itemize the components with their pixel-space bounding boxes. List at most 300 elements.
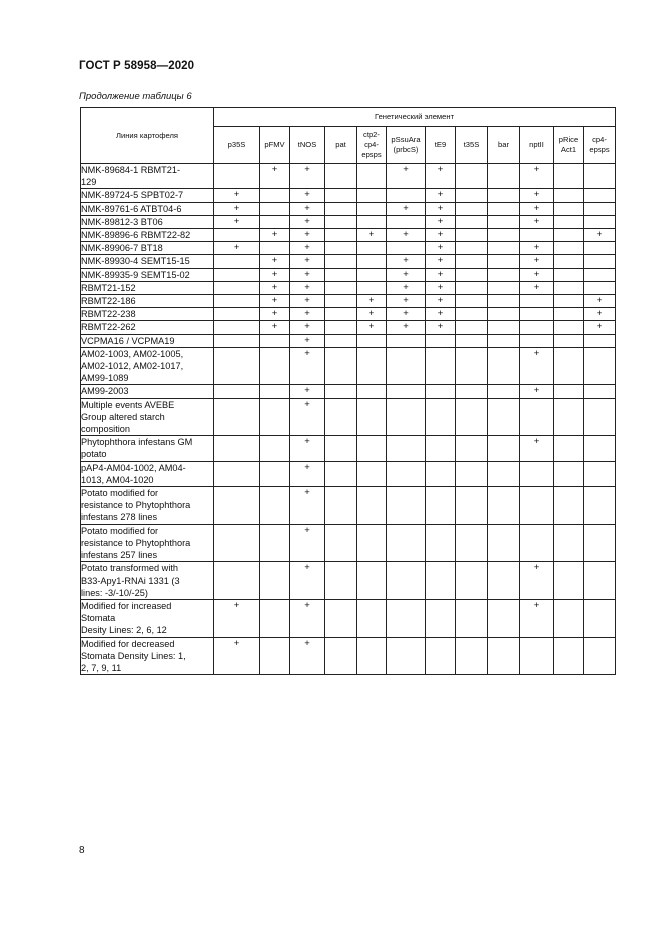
element-presence-cell: [456, 164, 488, 189]
element-presence-cell: +: [214, 242, 260, 255]
element-presence-cell: +: [426, 202, 456, 215]
element-presence-cell: [357, 436, 387, 461]
element-presence-cell: [325, 562, 357, 600]
element-presence-cell: +: [387, 202, 426, 215]
element-presence-cell: [214, 524, 260, 562]
element-presence-cell: +: [520, 189, 554, 202]
element-presence-cell: [214, 334, 260, 347]
element-presence-cell: [426, 461, 456, 486]
element-presence-cell: [554, 461, 584, 486]
element-presence-cell: [325, 398, 357, 436]
potato-line-name-text: NMK-89930-4 SEMT15-15: [81, 256, 190, 267]
potato-line-name: [81, 398, 214, 436]
element-presence-cell: [426, 385, 456, 398]
element-presence-cell: +: [520, 202, 554, 215]
element-presence-cell: [488, 268, 520, 281]
element-presence-cell: +: [260, 164, 290, 189]
table-row: [81, 347, 616, 385]
potato-line-name-text: Multiple events AVEBE: [81, 399, 175, 410]
table-row: [81, 202, 616, 215]
element-presence-cell: +: [290, 268, 325, 281]
element-presence-cell: [520, 229, 554, 242]
element-presence-cell: +: [387, 308, 426, 321]
element-presence-cell: +: [357, 295, 387, 308]
element-presence-cell: [214, 281, 260, 294]
table-row: [81, 308, 616, 321]
element-presence-cell: [387, 347, 426, 385]
potato-line-name: [81, 321, 214, 334]
element-presence-cell: [387, 524, 426, 562]
table-row: [81, 242, 616, 255]
element-presence-cell: [325, 436, 357, 461]
element-presence-cell: +: [290, 281, 325, 294]
element-presence-cell: [325, 347, 357, 385]
column-header-line: bar: [498, 140, 509, 149]
table-row: [81, 255, 616, 268]
element-presence-cell: [488, 461, 520, 486]
element-presence-cell: [456, 321, 488, 334]
element-presence-cell: [214, 164, 260, 189]
element-presence-cell: [357, 562, 387, 600]
element-presence-cell: [214, 487, 260, 525]
potato-line-name-text: 129: [81, 177, 97, 188]
potato-line-name: [81, 347, 214, 385]
table-row: [81, 637, 616, 675]
column-header: [325, 127, 357, 164]
element-presence-cell: [325, 255, 357, 268]
element-presence-cell: [520, 461, 554, 486]
column-header-line: pFMV: [264, 140, 285, 149]
element-presence-cell: [357, 189, 387, 202]
element-presence-cell: +: [426, 229, 456, 242]
element-presence-cell: +: [214, 637, 260, 675]
element-presence-cell: [260, 524, 290, 562]
table-row: [81, 436, 616, 461]
element-presence-cell: [488, 334, 520, 347]
element-presence-cell: [387, 189, 426, 202]
element-presence-cell: [387, 436, 426, 461]
element-presence-cell: [325, 487, 357, 525]
table-row: [81, 562, 616, 600]
element-presence-cell: +: [426, 189, 456, 202]
potato-line-name: [81, 562, 214, 600]
element-presence-cell: +: [520, 255, 554, 268]
element-presence-cell: [584, 487, 616, 525]
column-header: [426, 127, 456, 164]
element-presence-cell: [488, 321, 520, 334]
column-header-line: cp4-: [592, 135, 607, 144]
element-presence-cell: [456, 242, 488, 255]
element-presence-cell: [426, 487, 456, 525]
element-presence-cell: [260, 562, 290, 600]
element-presence-cell: [554, 385, 584, 398]
potato-line-name: [81, 202, 214, 215]
element-presence-cell: [325, 308, 357, 321]
element-presence-cell: [260, 347, 290, 385]
element-presence-cell: [520, 334, 554, 347]
element-presence-cell: [520, 295, 554, 308]
element-presence-cell: [260, 385, 290, 398]
column-header: [584, 127, 616, 164]
element-presence-cell: [456, 599, 488, 637]
potato-line-name: [81, 255, 214, 268]
element-presence-cell: [387, 637, 426, 675]
element-presence-cell: +: [290, 321, 325, 334]
element-presence-cell: [554, 295, 584, 308]
potato-line-name-text: resistance to Phytophthora: [81, 500, 191, 511]
table-row: [81, 385, 616, 398]
element-presence-cell: [554, 255, 584, 268]
element-presence-cell: [456, 436, 488, 461]
element-presence-cell: [260, 398, 290, 436]
element-presence-cell: [456, 334, 488, 347]
element-presence-cell: +: [290, 308, 325, 321]
element-presence-cell: +: [290, 599, 325, 637]
element-presence-cell: +: [290, 215, 325, 228]
element-presence-cell: [488, 255, 520, 268]
element-presence-cell: +: [357, 229, 387, 242]
element-presence-cell: +: [426, 255, 456, 268]
element-presence-cell: [584, 398, 616, 436]
element-presence-cell: [456, 487, 488, 525]
element-presence-cell: [488, 308, 520, 321]
element-presence-cell: [488, 385, 520, 398]
element-presence-cell: [488, 281, 520, 294]
column-header-line: pat: [335, 140, 346, 149]
element-presence-cell: [325, 268, 357, 281]
element-presence-cell: [488, 347, 520, 385]
element-presence-cell: +: [584, 229, 616, 242]
element-presence-cell: [584, 164, 616, 189]
element-presence-cell: [426, 599, 456, 637]
element-presence-cell: +: [426, 281, 456, 294]
column-header: [488, 127, 520, 164]
element-presence-cell: [260, 215, 290, 228]
table-row: [81, 487, 616, 525]
column-header: [387, 127, 426, 164]
element-presence-cell: [387, 599, 426, 637]
element-presence-cell: [488, 189, 520, 202]
element-presence-cell: [584, 268, 616, 281]
element-presence-cell: [456, 524, 488, 562]
potato-line-name: [81, 281, 214, 294]
element-presence-cell: [554, 242, 584, 255]
element-presence-cell: +: [290, 385, 325, 398]
column-header-line: p35S: [227, 140, 246, 149]
element-presence-cell: +: [290, 229, 325, 242]
element-presence-cell: [214, 562, 260, 600]
element-presence-cell: +: [520, 215, 554, 228]
table-continuation-caption: Продолжение таблицы 6: [79, 91, 192, 102]
element-presence-cell: +: [260, 281, 290, 294]
potato-line-name-text: AM02-1003, AM02-1005,: [81, 348, 184, 359]
column-header: [554, 127, 584, 164]
element-presence-cell: [554, 281, 584, 294]
element-presence-cell: +: [290, 242, 325, 255]
element-presence-cell: [488, 637, 520, 675]
element-presence-cell: [325, 385, 357, 398]
element-presence-cell: [584, 215, 616, 228]
column-header-line: epsps: [589, 145, 610, 154]
element-presence-cell: [584, 599, 616, 637]
element-presence-cell: [260, 189, 290, 202]
element-presence-cell: [488, 524, 520, 562]
column-header-line: ctp2-: [363, 130, 380, 139]
potato-line-name-text: Potato transformed with: [81, 563, 179, 574]
element-presence-cell: [456, 281, 488, 294]
element-presence-cell: [214, 436, 260, 461]
element-presence-cell: [520, 637, 554, 675]
element-presence-cell: [325, 189, 357, 202]
element-presence-cell: [456, 308, 488, 321]
element-presence-cell: +: [426, 215, 456, 228]
potato-line-name: [81, 461, 214, 486]
potato-line-name-text: pAP4-AM04-1002, AM04-: [81, 462, 186, 473]
document-title: ГОСТ Р 58958—2020: [79, 60, 195, 72]
element-presence-cell: [584, 281, 616, 294]
element-presence-cell: +: [357, 321, 387, 334]
element-presence-cell: +: [584, 308, 616, 321]
element-presence-cell: [488, 398, 520, 436]
element-presence-cell: +: [260, 255, 290, 268]
element-presence-cell: [214, 321, 260, 334]
element-presence-cell: [357, 202, 387, 215]
element-presence-cell: +: [260, 308, 290, 321]
element-presence-cell: +: [387, 281, 426, 294]
element-presence-cell: [554, 164, 584, 189]
element-presence-cell: +: [426, 268, 456, 281]
element-presence-cell: +: [584, 321, 616, 334]
element-presence-cell: [520, 398, 554, 436]
element-presence-cell: [426, 436, 456, 461]
potato-line-name-text: infestans 257 lines: [81, 550, 158, 561]
potato-line-name: [81, 215, 214, 228]
element-presence-cell: [357, 398, 387, 436]
element-presence-cell: [554, 308, 584, 321]
element-presence-cell: [554, 202, 584, 215]
element-presence-cell: [426, 334, 456, 347]
page-number: 8: [79, 845, 85, 856]
potato-line-name-text: resistance to Phytophthora: [81, 537, 191, 548]
potato-line-name-text: NMK-89684-1 RBMT21-: [81, 165, 181, 175]
element-presence-cell: [520, 308, 554, 321]
element-presence-cell: +: [387, 321, 426, 334]
element-presence-cell: [325, 599, 357, 637]
column-header-line: tE9: [434, 140, 447, 149]
element-presence-cell: +: [290, 487, 325, 525]
element-presence-cell: +: [290, 347, 325, 385]
potato-line-name-text: NMK-89761-6 ATBT04-6: [81, 203, 182, 214]
potato-line-name-text: Stomata: [81, 613, 116, 624]
element-presence-cell: +: [290, 562, 325, 600]
element-presence-cell: [554, 268, 584, 281]
element-presence-cell: [357, 524, 387, 562]
element-presence-cell: [357, 334, 387, 347]
element-presence-cell: [357, 281, 387, 294]
genetic-element-group-header: Генетический элемент: [214, 108, 616, 127]
element-presence-cell: [325, 295, 357, 308]
potato-line-name-text: VCPMA16 / VCPMA19: [81, 335, 175, 346]
column-header: [357, 127, 387, 164]
element-presence-cell: [584, 189, 616, 202]
potato-line-name: [81, 524, 214, 562]
column-header-line: t35S: [463, 140, 480, 149]
potato-line-name-text: RBMT22-186: [81, 296, 136, 307]
element-presence-cell: [357, 215, 387, 228]
element-presence-cell: +: [426, 308, 456, 321]
element-presence-cell: [387, 487, 426, 525]
element-presence-cell: [584, 562, 616, 600]
element-presence-cell: [357, 255, 387, 268]
element-presence-cell: [456, 461, 488, 486]
element-presence-cell: +: [520, 242, 554, 255]
element-presence-cell: +: [357, 308, 387, 321]
table-row: [81, 229, 616, 242]
element-presence-cell: [456, 255, 488, 268]
element-presence-cell: +: [290, 164, 325, 189]
potato-line-name-text: B33-Apy1-RNAi 1331 (3: [81, 575, 180, 586]
element-presence-cell: +: [290, 295, 325, 308]
potato-line-name-text: 2, 7, 9, 11: [81, 662, 122, 673]
element-presence-cell: +: [426, 295, 456, 308]
element-presence-cell: [357, 385, 387, 398]
element-presence-cell: [554, 347, 584, 385]
element-presence-cell: [584, 202, 616, 215]
element-presence-cell: [584, 242, 616, 255]
element-presence-cell: [488, 295, 520, 308]
potato-line-name-text: AM99-2003: [81, 386, 129, 397]
element-presence-cell: [554, 637, 584, 675]
table-row: [81, 215, 616, 228]
element-presence-cell: [488, 487, 520, 525]
element-presence-cell: +: [520, 347, 554, 385]
element-presence-cell: [456, 215, 488, 228]
potato-line-name: [81, 599, 214, 637]
potato-line-name-text: RBMT22-238: [81, 309, 136, 320]
element-presence-cell: [584, 347, 616, 385]
element-presence-cell: [584, 255, 616, 268]
element-presence-cell: [214, 461, 260, 486]
element-presence-cell: [426, 524, 456, 562]
element-presence-cell: [387, 334, 426, 347]
element-presence-cell: +: [520, 562, 554, 600]
potato-line-name: [81, 164, 214, 189]
element-presence-cell: [426, 347, 456, 385]
element-presence-cell: +: [520, 436, 554, 461]
element-presence-cell: [260, 461, 290, 486]
element-presence-cell: +: [290, 398, 325, 436]
element-presence-cell: [325, 281, 357, 294]
element-presence-cell: [488, 202, 520, 215]
element-presence-cell: [260, 436, 290, 461]
table-row: [81, 398, 616, 436]
column-header-line: cp4-: [364, 140, 379, 149]
element-presence-cell: [325, 202, 357, 215]
element-presence-cell: +: [290, 436, 325, 461]
element-presence-cell: [387, 242, 426, 255]
table-row: [81, 334, 616, 347]
element-presence-cell: +: [260, 321, 290, 334]
element-presence-cell: +: [426, 242, 456, 255]
element-presence-cell: [357, 268, 387, 281]
element-presence-cell: [456, 385, 488, 398]
element-presence-cell: +: [520, 268, 554, 281]
table-row: [81, 295, 616, 308]
element-presence-cell: +: [260, 268, 290, 281]
element-presence-cell: [426, 398, 456, 436]
element-presence-cell: [584, 524, 616, 562]
element-presence-cell: [456, 295, 488, 308]
element-presence-cell: [357, 637, 387, 675]
element-presence-cell: [260, 599, 290, 637]
element-presence-cell: [387, 385, 426, 398]
element-presence-cell: [325, 229, 357, 242]
element-presence-cell: [357, 599, 387, 637]
genetic-elements-table: [80, 107, 616, 675]
element-presence-cell: +: [387, 295, 426, 308]
column-header-line: (prbcS): [393, 145, 419, 154]
element-presence-cell: +: [214, 215, 260, 228]
table-row: [81, 321, 616, 334]
element-presence-cell: [325, 524, 357, 562]
element-presence-cell: [488, 562, 520, 600]
element-presence-cell: [357, 461, 387, 486]
element-presence-cell: [260, 637, 290, 675]
element-presence-cell: [456, 562, 488, 600]
element-presence-cell: [456, 398, 488, 436]
column-header-line: epsps: [361, 150, 382, 159]
element-presence-cell: [584, 436, 616, 461]
potato-line-name-text: RBMT22-262: [81, 322, 136, 333]
potato-line-name-text: lines: -3/-10/-25): [81, 587, 148, 598]
element-presence-cell: [456, 202, 488, 215]
element-presence-cell: [214, 255, 260, 268]
element-presence-cell: [488, 164, 520, 189]
element-presence-cell: [456, 347, 488, 385]
element-presence-cell: [554, 321, 584, 334]
element-presence-cell: [520, 321, 554, 334]
table-row: [81, 599, 616, 637]
potato-line-name-text: Phytophthora infestans GM: [81, 437, 193, 448]
potato-line-name: [81, 637, 214, 675]
element-presence-cell: [456, 268, 488, 281]
element-presence-cell: +: [260, 229, 290, 242]
element-presence-cell: [554, 215, 584, 228]
element-presence-cell: [520, 524, 554, 562]
column-header: [290, 127, 325, 164]
element-presence-cell: [214, 229, 260, 242]
element-presence-cell: +: [290, 334, 325, 347]
potato-line-name-text: NMK-89935-9 SEMT15-02: [81, 269, 190, 280]
element-presence-cell: [387, 215, 426, 228]
element-presence-cell: [488, 229, 520, 242]
element-presence-cell: [387, 461, 426, 486]
element-presence-cell: [426, 637, 456, 675]
element-presence-cell: +: [260, 295, 290, 308]
element-presence-cell: [214, 398, 260, 436]
element-presence-cell: +: [290, 255, 325, 268]
potato-line-name: [81, 242, 214, 255]
element-presence-cell: [214, 385, 260, 398]
element-presence-cell: [584, 334, 616, 347]
element-presence-cell: +: [214, 202, 260, 215]
element-presence-cell: +: [520, 281, 554, 294]
potato-line-name-text: Modified for increased: [81, 600, 172, 611]
element-presence-cell: +: [214, 189, 260, 202]
potato-line-name: [81, 308, 214, 321]
element-presence-cell: +: [290, 202, 325, 215]
table-row: [81, 268, 616, 281]
